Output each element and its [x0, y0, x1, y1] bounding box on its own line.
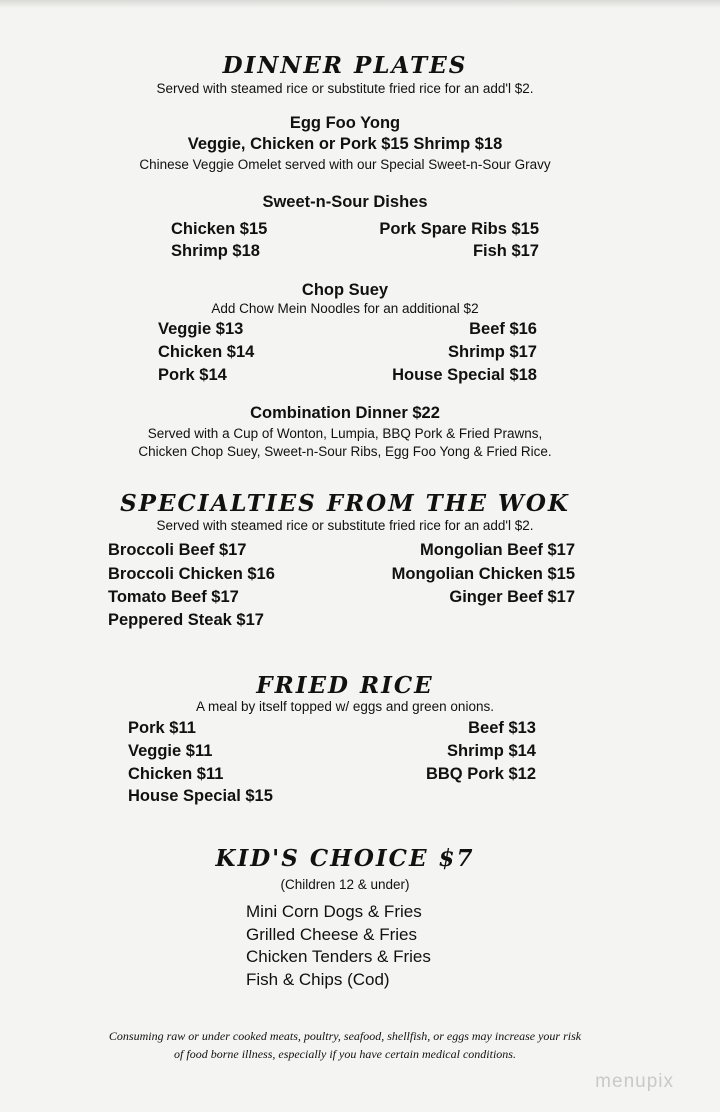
egg-foo-yong-heading: Egg Foo Yong [289, 114, 401, 132]
chop-suey-note: Add Chow Mein Noodles for an additional $2 [211, 301, 479, 316]
fried-rice-note: A meal by itself topped w/ eggs and green onions. [196, 699, 494, 714]
egg-foo-yong-prices: Veggie, Chicken or Pork $15 Shrimp $18 [187, 135, 503, 153]
menu-item: Broccoli Chicken $16 [108, 565, 275, 583]
kids-item: Fish & Chips (Cod) [246, 970, 390, 989]
menu-item: Beef $16 [469, 320, 537, 338]
combination-heading: Combination Dinner $22 [250, 404, 440, 422]
menu-item: Mongolian Chicken $15 [391, 565, 575, 583]
kids-item: Chicken Tenders & Fries [246, 947, 431, 966]
menu-item: Tomato Beef $17 [108, 588, 239, 606]
menu-item: Beef $13 [468, 719, 536, 737]
fried-rice-title: FRIED RICE [256, 672, 434, 699]
disclaimer-line-1: Consuming raw or under cooked meats, poultry, seafood, shellfish, or eggs may increase your risk [108, 1029, 582, 1043]
wok-note: Served with steamed rice or substitute fried rice for an add'l $2. [156, 518, 534, 533]
menu-item: Peppered Steak $17 [108, 611, 264, 629]
menu-item: Pork Spare Ribs $15 [379, 220, 539, 238]
kids-item: Mini Corn Dogs & Fries [246, 902, 422, 921]
sweet-sour-heading: Sweet-n-Sour Dishes [262, 193, 428, 211]
menu-item: Pork $14 [158, 366, 227, 384]
combination-desc-2: Chicken Chop Suey, Sweet-n-Sour Ribs, Egg Foo Yong & Fried Rice. [138, 444, 552, 459]
menu-item: Ginger Beef $17 [449, 588, 575, 606]
menu-item: Fish $17 [472, 242, 539, 260]
menu-item: Shrimp $17 [448, 343, 537, 361]
menu-item: Veggie $13 [158, 320, 244, 338]
menu-item: Pork $11 [128, 719, 196, 737]
combination-desc-1: Served with a Cup of Wonton, Lumpia, BBQ Pork & Fried Prawns, [147, 426, 543, 441]
kids-choice-note: (Children 12 & under) [280, 877, 410, 892]
watermark: menupix [595, 1071, 674, 1092]
menu-item: Chicken $11 [128, 765, 224, 783]
disclaimer-line-2: of food borne illness, especially if you have certain medical conditions. [174, 1047, 516, 1061]
menu-item: Chicken $15 [171, 220, 268, 238]
menu-item: Veggie $11 [128, 742, 213, 760]
kids-item: Grilled Cheese & Fries [246, 925, 418, 944]
menu-item: Broccoli Beef $17 [108, 541, 247, 559]
menu-item: House Special $15 [128, 787, 273, 805]
dinner-plates-title: DINNER PLATES [222, 52, 468, 79]
menu-item: BBQ Pork $12 [425, 765, 536, 783]
menu-item: Shrimp $18 [171, 242, 260, 260]
menu-item: Chicken $14 [158, 343, 255, 361]
menu-item: House Special $18 [392, 366, 537, 384]
kids-choice-title: KID'S CHOICE $7 [215, 845, 475, 872]
dinner-plates-note: Served with steamed rice or substitute fried rice for an add'l $2. [156, 81, 534, 96]
page-top-edge [0, 0, 720, 8]
egg-foo-yong-desc: Chinese Veggie Omelet served with our Special Sweet-n-Sour Gravy [139, 157, 551, 172]
chop-suey-heading: Chop Suey [301, 281, 389, 299]
wok-title: SPECIALTIES FROM THE WOK [120, 490, 570, 517]
menu-item: Shrimp $14 [447, 742, 536, 760]
menu-item: Mongolian Beef $17 [420, 541, 575, 559]
